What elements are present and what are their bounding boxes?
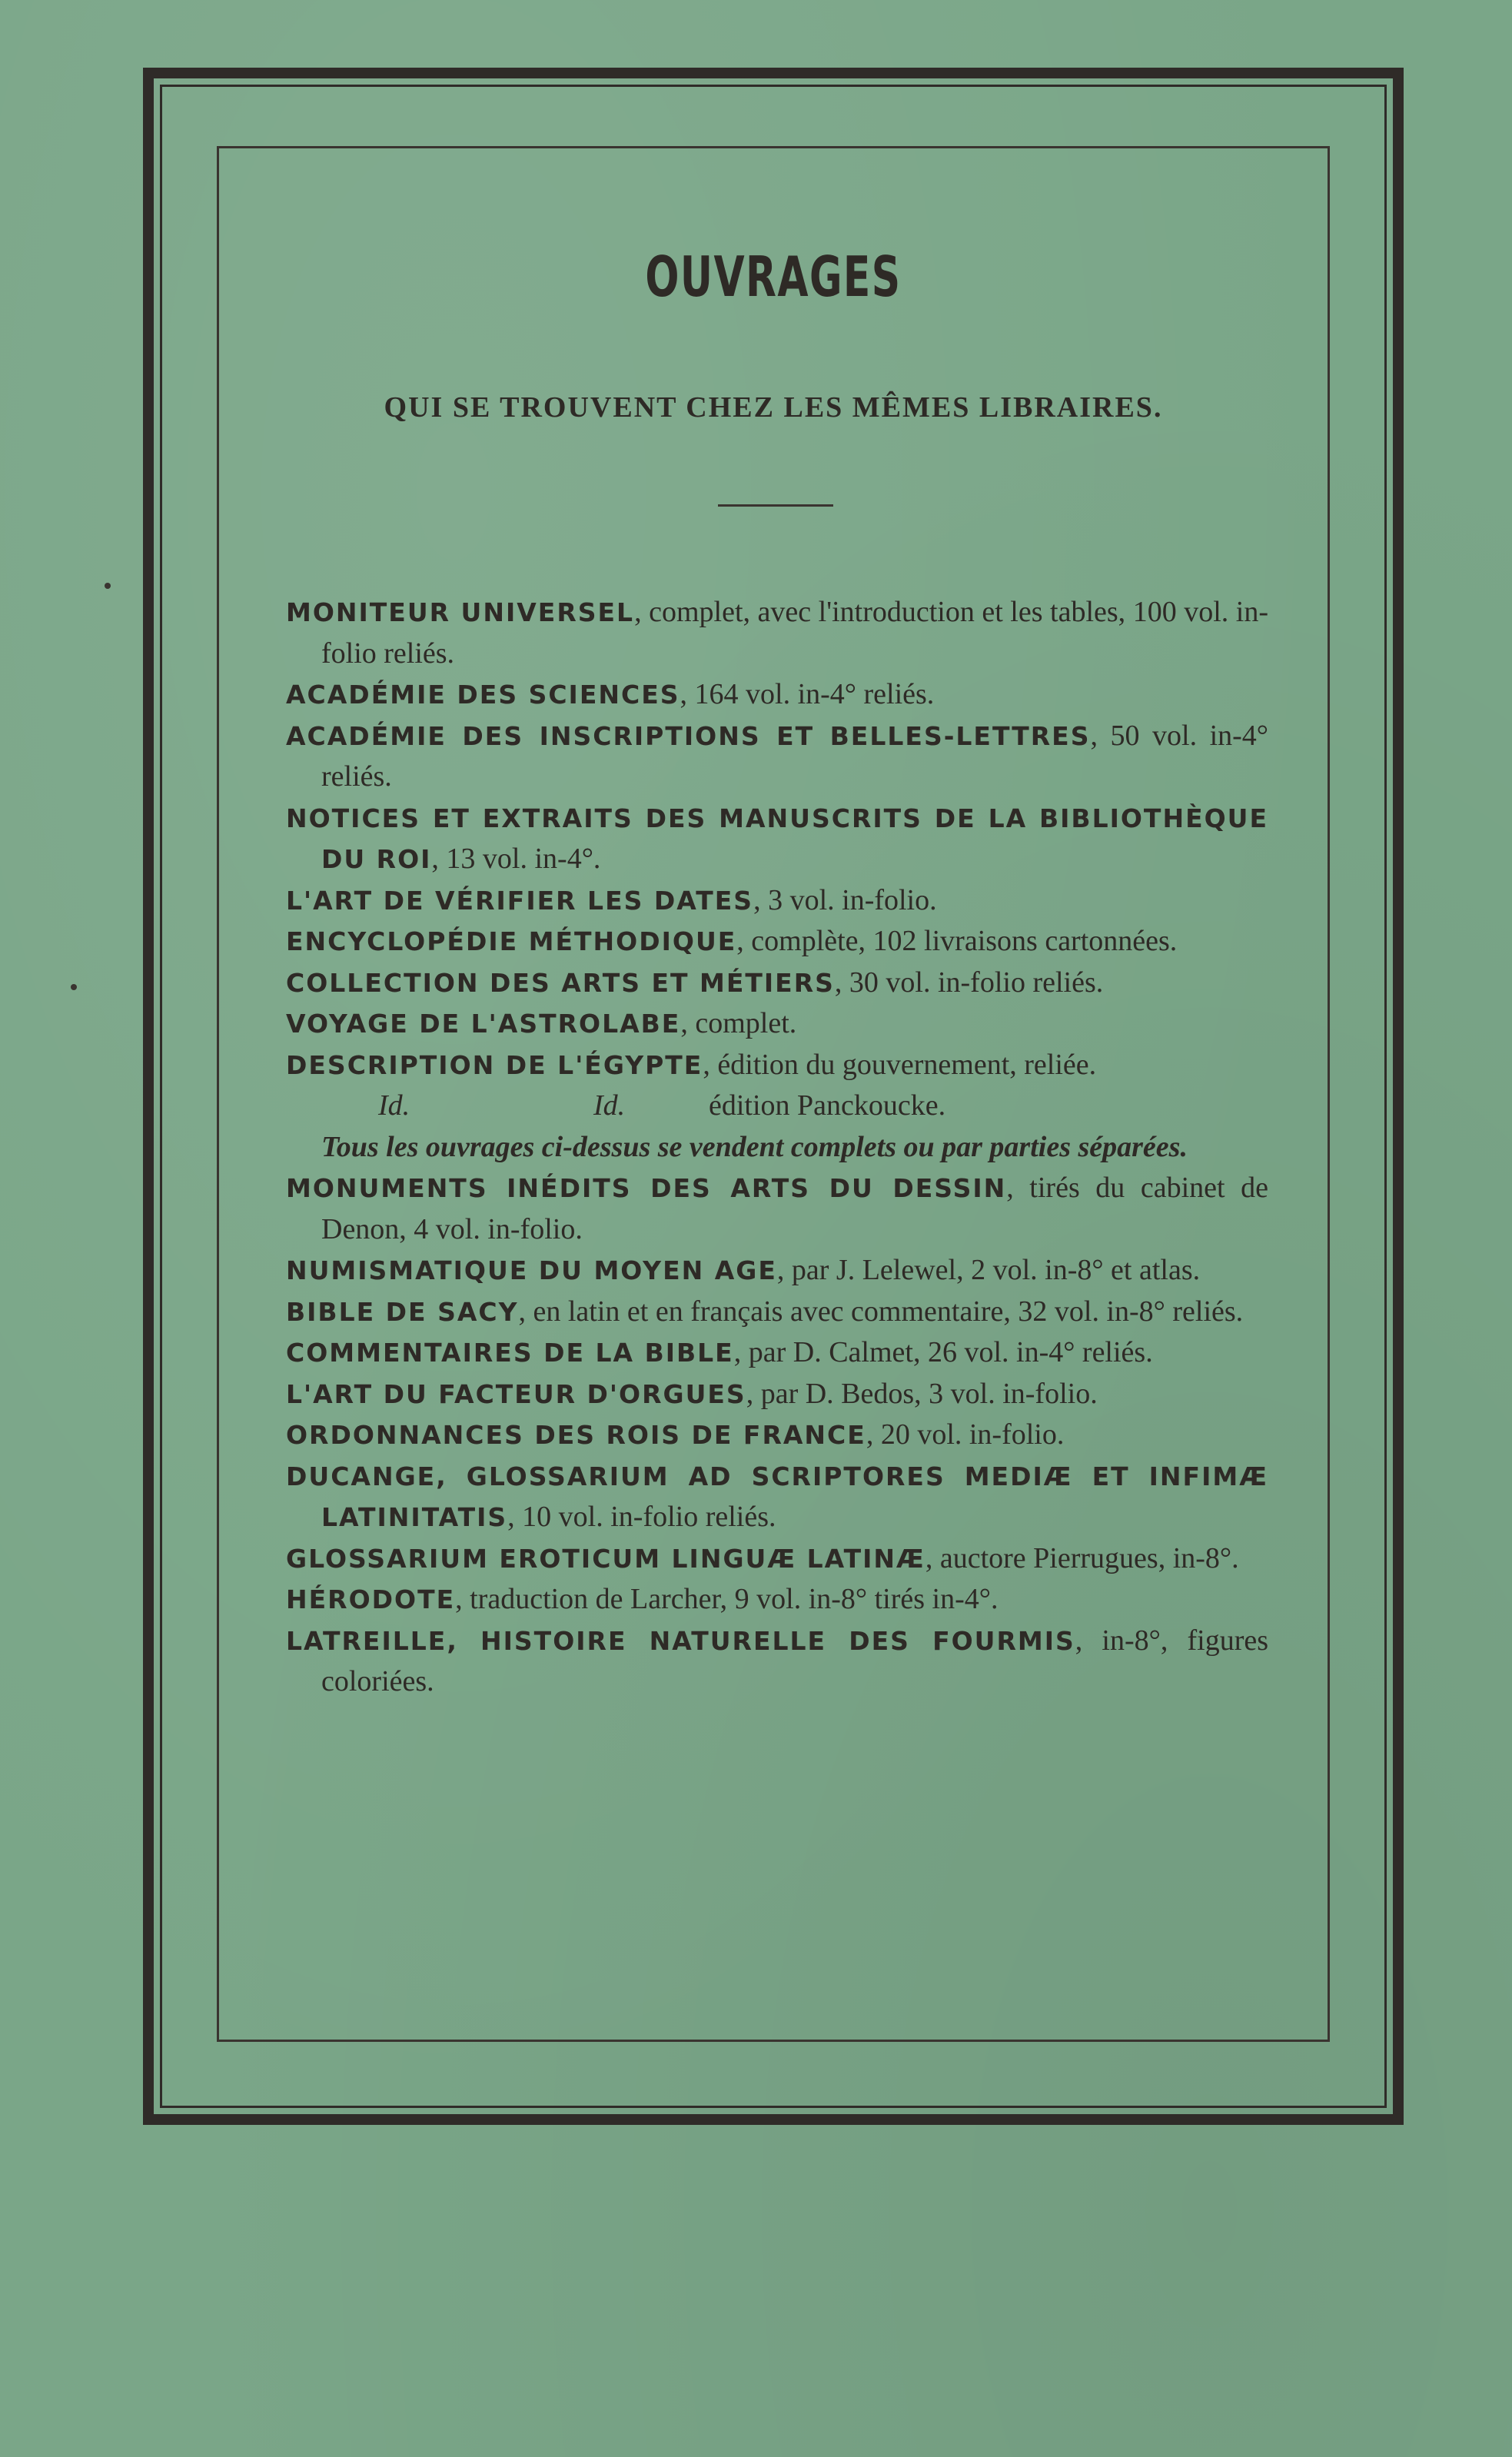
page-title: OUVRAGES [645, 244, 902, 309]
item-title: GLOSSARIUM EROTICUM LINGUÆ LATINÆ [286, 1543, 925, 1574]
item-title: BIBLE DE SACY [286, 1296, 519, 1327]
item-description: , complète, 102 livraisons cartonnées. [736, 925, 1178, 957]
item-title: DESCRIPTION DE L'ÉGYPTE [286, 1049, 703, 1080]
item-description: , par J. Lelewel, 2 vol. in-8° et atlas. [776, 1254, 1201, 1286]
list-item [286, 1456, 1268, 1538]
idem-label: Id. [593, 1089, 626, 1122]
item-title: MONUMENTS INÉDITS DES ARTS DU DESSIN [286, 1173, 1007, 1203]
item-title: ACADÉMIE DES INSCRIPTIONS ET BELLES-LETTRES [286, 720, 1091, 751]
item-description: , édition du gouvernement, reliée. [703, 1048, 1097, 1081]
item-description: , en latin et en français avec commentaire, 32 vol. in-8° reliés. [518, 1295, 1244, 1328]
item-title: LATREILLE, HISTOIRE NATURELLE DES FOURMIS [286, 1625, 1075, 1656]
item-description: , 10 vol. in-folio reliés. [507, 1501, 776, 1533]
divider-rule [718, 504, 833, 507]
item-title: VOYAGE DE L'ASTROLABE [286, 1009, 681, 1039]
list-item [286, 1538, 1268, 1580]
idem-label: Id. [378, 1089, 410, 1122]
list-item [286, 921, 1268, 963]
list-item [286, 1579, 1268, 1621]
item-description: , 30 vol. in-folio reliés. [834, 966, 1104, 999]
list-item [286, 1415, 1268, 1456]
item-title: ACADÉMIE DES SCIENCES [286, 680, 680, 710]
item-title: DUCANGE, GLOSSARIUM AD SCRIPTORES MEDIÆ ET INFIMÆ LATINITATIS [286, 1461, 1268, 1532]
item-description: , 3 vol. in-folio. [753, 883, 937, 916]
list-item [286, 674, 1268, 716]
item-title: COMMENTAIRES DE LA BIBLE [286, 1338, 734, 1368]
list-item [286, 1292, 1268, 1333]
item-description: , par D. Calmet, 26 vol. in-4° reliés. [733, 1336, 1153, 1368]
list-item-idem [286, 1086, 1268, 1127]
item-title: L'ART DE VÉRIFIER LES DATES [286, 885, 754, 916]
list-item [286, 1374, 1268, 1415]
item-description: , 13 vol. in-4°. [431, 843, 601, 875]
ink-speck [105, 583, 111, 589]
item-title: COLLECTION DES ARTS ET MÉTIERS [286, 967, 835, 998]
item-description: , auctore Pierrugues, in-8°. [925, 1541, 1239, 1574]
item-description: , traduction de Larcher, 9 vol. in-8° tirés in-4°. [455, 1583, 999, 1615]
item-title: ORDONNANCES DES ROIS DE FRANCE [286, 1420, 866, 1450]
item-description: , par D. Bedos, 3 vol. in-folio. [746, 1377, 1098, 1410]
list-item [286, 1003, 1268, 1045]
list-item [286, 1332, 1268, 1374]
list-item [286, 1168, 1268, 1250]
list-item [286, 798, 1268, 880]
item-description: édition Panckoucke. [709, 1089, 946, 1122]
list-item [286, 1045, 1268, 1086]
item-description: , complet, avec l'introduction et les tables, 100 vol. in-folio reliés. [321, 596, 1269, 670]
item-title: L'ART DU FACTEUR D'ORGUES [286, 1378, 746, 1409]
item-title: NUMISMATIQUE DU MOYEN AGE [286, 1255, 777, 1285]
item-description: , complet. [680, 1007, 797, 1039]
list-item [286, 1250, 1268, 1292]
list-item [286, 880, 1268, 922]
item-title: HÉRODOTE [286, 1584, 456, 1614]
item-description: , tirés du cabinet de Denon, 4 vol. in-folio. [321, 1172, 1268, 1245]
list-item [286, 716, 1268, 798]
ink-speck [71, 984, 77, 990]
item-title: MONITEUR UNIVERSEL [286, 597, 635, 627]
item-title: NOTICES ET EXTRAITS DES MANUSCRITS DE LA BIBLIOTHÈQUE DU ROI [286, 803, 1268, 874]
catalog-note: Tous les ouvrages ci-dessus se vendent complets ou par parties séparées. [321, 1130, 1188, 1163]
item-description: , 164 vol. in-4° reliés. [680, 678, 935, 710]
item-description: , 20 vol. in-folio. [866, 1418, 1065, 1451]
item-description: , 50 vol. in-4° reliés. [321, 719, 1268, 793]
catalog-list [286, 592, 1268, 1703]
item-title: ENCYCLOPÉDIE MÉTHODIQUE [286, 926, 737, 956]
item-description: , in-8°, figures coloriées. [321, 1624, 1269, 1697]
page-subtitle: QUI SE TROUVENT CHEZ LES MÊMES LIBRAIRES. [384, 391, 1163, 424]
list-item [286, 592, 1268, 674]
list-item [286, 963, 1268, 1004]
list-item [286, 1621, 1268, 1703]
